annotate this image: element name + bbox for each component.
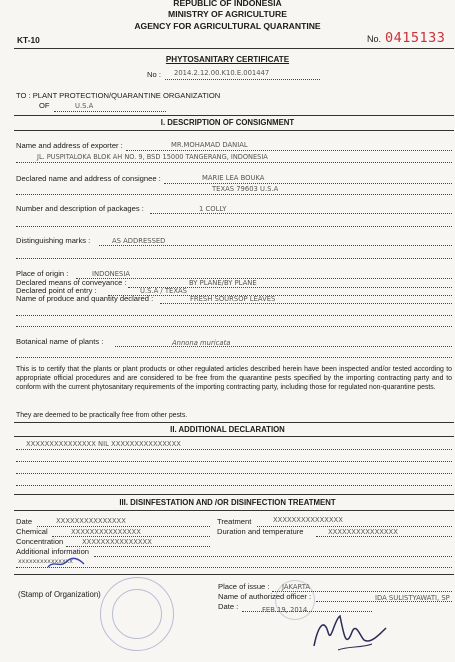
treatment-date-label: Date bbox=[16, 517, 33, 526]
packages-label: Number and description of packages : bbox=[16, 204, 144, 213]
consignee-name: MARIE LEA BOUKA bbox=[202, 174, 265, 182]
form-code: KT-10 bbox=[17, 35, 40, 45]
exporter-dots bbox=[126, 150, 452, 151]
treatment-date-dots bbox=[37, 526, 210, 527]
exporter-address-dots bbox=[16, 162, 452, 163]
treatment-label: Treatment bbox=[217, 517, 252, 526]
marks-label: Distinguishing marks : bbox=[16, 236, 91, 245]
origin-dots bbox=[76, 278, 452, 279]
certificate-no-dots bbox=[165, 79, 320, 80]
section3-rule-top bbox=[14, 494, 454, 495]
entry-value: U.S.A / TEXAS bbox=[140, 287, 187, 295]
botanical-dots bbox=[115, 346, 452, 347]
consignee-address-dots bbox=[16, 194, 452, 195]
official-stamp-inner bbox=[112, 589, 162, 639]
section1-rule-top bbox=[14, 115, 454, 116]
section2-rule-top bbox=[14, 422, 454, 423]
marks-value: AS ADDRESSED bbox=[112, 237, 166, 245]
packages-dots bbox=[150, 213, 452, 214]
initial-mark-icon bbox=[46, 556, 86, 570]
produce-dots bbox=[160, 303, 452, 304]
header-agency: AGENCY FOR AGRICULTURAL QUARANTINE bbox=[134, 21, 321, 31]
duration-dots bbox=[316, 536, 452, 537]
consignee-label: Declared name and address of consignee : bbox=[16, 174, 161, 183]
section1-rule-bottom bbox=[14, 130, 454, 131]
officer-signature-icon bbox=[308, 606, 390, 658]
header-ministry: MINISTRY OF AGRICULTURE bbox=[168, 9, 287, 19]
origin-label: Place of origin : bbox=[16, 269, 69, 278]
additional-declaration-dots-3 bbox=[16, 473, 452, 474]
additional-declaration-dots-4 bbox=[16, 485, 452, 486]
additional-declaration-dots-2 bbox=[16, 461, 452, 462]
conveyance-value: BY PLANE/BY PLANE bbox=[189, 279, 257, 287]
serial-number: 0415133 bbox=[385, 30, 446, 46]
of-dots bbox=[54, 111, 166, 112]
chemical-value: XXXXXXXXXXXXXXX bbox=[71, 528, 141, 536]
consignee-dots bbox=[164, 183, 452, 184]
place-of-issue-value: JAKARTA bbox=[282, 583, 311, 591]
chemical-label: Chemical bbox=[16, 527, 48, 536]
botanical-extra-dots bbox=[16, 357, 452, 358]
consignee-address: TEXAS 79603 U.S.A bbox=[212, 185, 279, 193]
duration-value: XXXXXXXXXXXXXXX bbox=[328, 528, 398, 536]
certification-text-2: They are deemed to be practically free from other pests. bbox=[16, 412, 188, 419]
exporter-name: MR.MOHAMAD DANIAL bbox=[171, 141, 248, 149]
concentration-value: XXXXXXXXXXXXXXX bbox=[82, 538, 152, 546]
issue-date-label: Date : bbox=[218, 602, 239, 611]
officer-label: Name of authorized officer : bbox=[218, 592, 312, 601]
place-of-issue-label: Place of issue : bbox=[218, 582, 270, 591]
section3-rule-bottom bbox=[14, 510, 454, 511]
botanical-value: Annona muricata bbox=[172, 339, 231, 347]
packages-value: 1 COLLY bbox=[199, 205, 227, 213]
certificate-number: 2014.2.12.00.K10.E.001447 bbox=[174, 69, 270, 77]
issue-date-value: FEB 19, 2014 bbox=[262, 606, 308, 614]
entry-label: Declared point of entry : bbox=[16, 286, 97, 295]
section2-title: II. ADDITIONAL DECLARATION bbox=[170, 425, 285, 434]
exporter-address: JL. PUSPITALOKA BLOK AH NO. 9, BSD 15000 TANGERANG, INDONESIA bbox=[37, 153, 268, 161]
produce-value: FRESH SOURSOP LEAVES bbox=[190, 295, 276, 303]
additional-info-label: Additional information bbox=[16, 547, 90, 556]
origin-value: INDONESIA bbox=[92, 270, 131, 278]
marks-dots bbox=[99, 245, 452, 246]
header-country: REPUBLIC OF INDONESIA bbox=[173, 0, 282, 8]
produce-extra-dots-1 bbox=[16, 315, 452, 316]
of-label: OF bbox=[39, 101, 50, 110]
conveyance-label: Declared means of conveyance : bbox=[16, 278, 127, 287]
officer-value: IDA SULISTYAWATI, SP bbox=[375, 594, 450, 602]
exporter-label: Name and address of exporter : bbox=[16, 141, 123, 150]
produce-extra-dots-2 bbox=[16, 326, 452, 327]
additional-info-dots bbox=[94, 556, 452, 557]
of-value: U.S.A bbox=[75, 102, 94, 110]
packages-extra-dots bbox=[16, 226, 452, 227]
to-label: TO : PLANT PROTECTION/QUARANTINE ORGANIZATION bbox=[16, 91, 221, 100]
header-rule bbox=[14, 48, 454, 49]
serial-label: No. bbox=[367, 34, 382, 44]
additional-declaration-dots bbox=[16, 449, 452, 450]
treatment-date-value: XXXXXXXXXXXXXXX bbox=[56, 517, 126, 525]
treatment-value: XXXXXXXXXXXXXXX bbox=[273, 516, 343, 524]
produce-label: Name of produce and quantity declared : bbox=[16, 294, 154, 303]
certification-text: This is to certify that the plants or plant products or other regulated articles described herein have been inspected and/or tested according to appropriate official procedures and are considered to be free from the quarantine pests specified by the importing contracting party and to conform with the current phytosanitary requirements of the importing contracting party, including those for regulated non-quarantine pests. bbox=[16, 366, 452, 392]
certificate-no-label: No : bbox=[147, 70, 161, 79]
marks-extra-dots bbox=[16, 258, 452, 259]
section3-title: III. DISINFESTATION AND /OR DISINFECTION TREATMENT bbox=[119, 498, 336, 507]
additional-info-value: xxxxxxxxxxxxxxx bbox=[18, 558, 73, 565]
additional-declaration-value: XXXXXXXXXXXXXXX NIL XXXXXXXXXXXXXXX bbox=[26, 440, 181, 448]
stamp-label: (Stamp of Organization) bbox=[18, 590, 101, 599]
botanical-label: Botanical name of plants : bbox=[16, 337, 104, 346]
concentration-label: Concentration bbox=[16, 537, 64, 546]
certificate-title: PHYTOSANITARY CERTIFICATE bbox=[165, 55, 290, 64]
section3-rule-end bbox=[14, 574, 454, 575]
duration-label: Duration and temperature bbox=[217, 527, 304, 536]
entry-dots bbox=[108, 295, 452, 296]
chemical-dots bbox=[52, 536, 210, 537]
section1-title: I. DESCRIPTION OF CONSIGNMENT bbox=[160, 118, 295, 127]
section2-rule-bottom bbox=[14, 436, 454, 437]
